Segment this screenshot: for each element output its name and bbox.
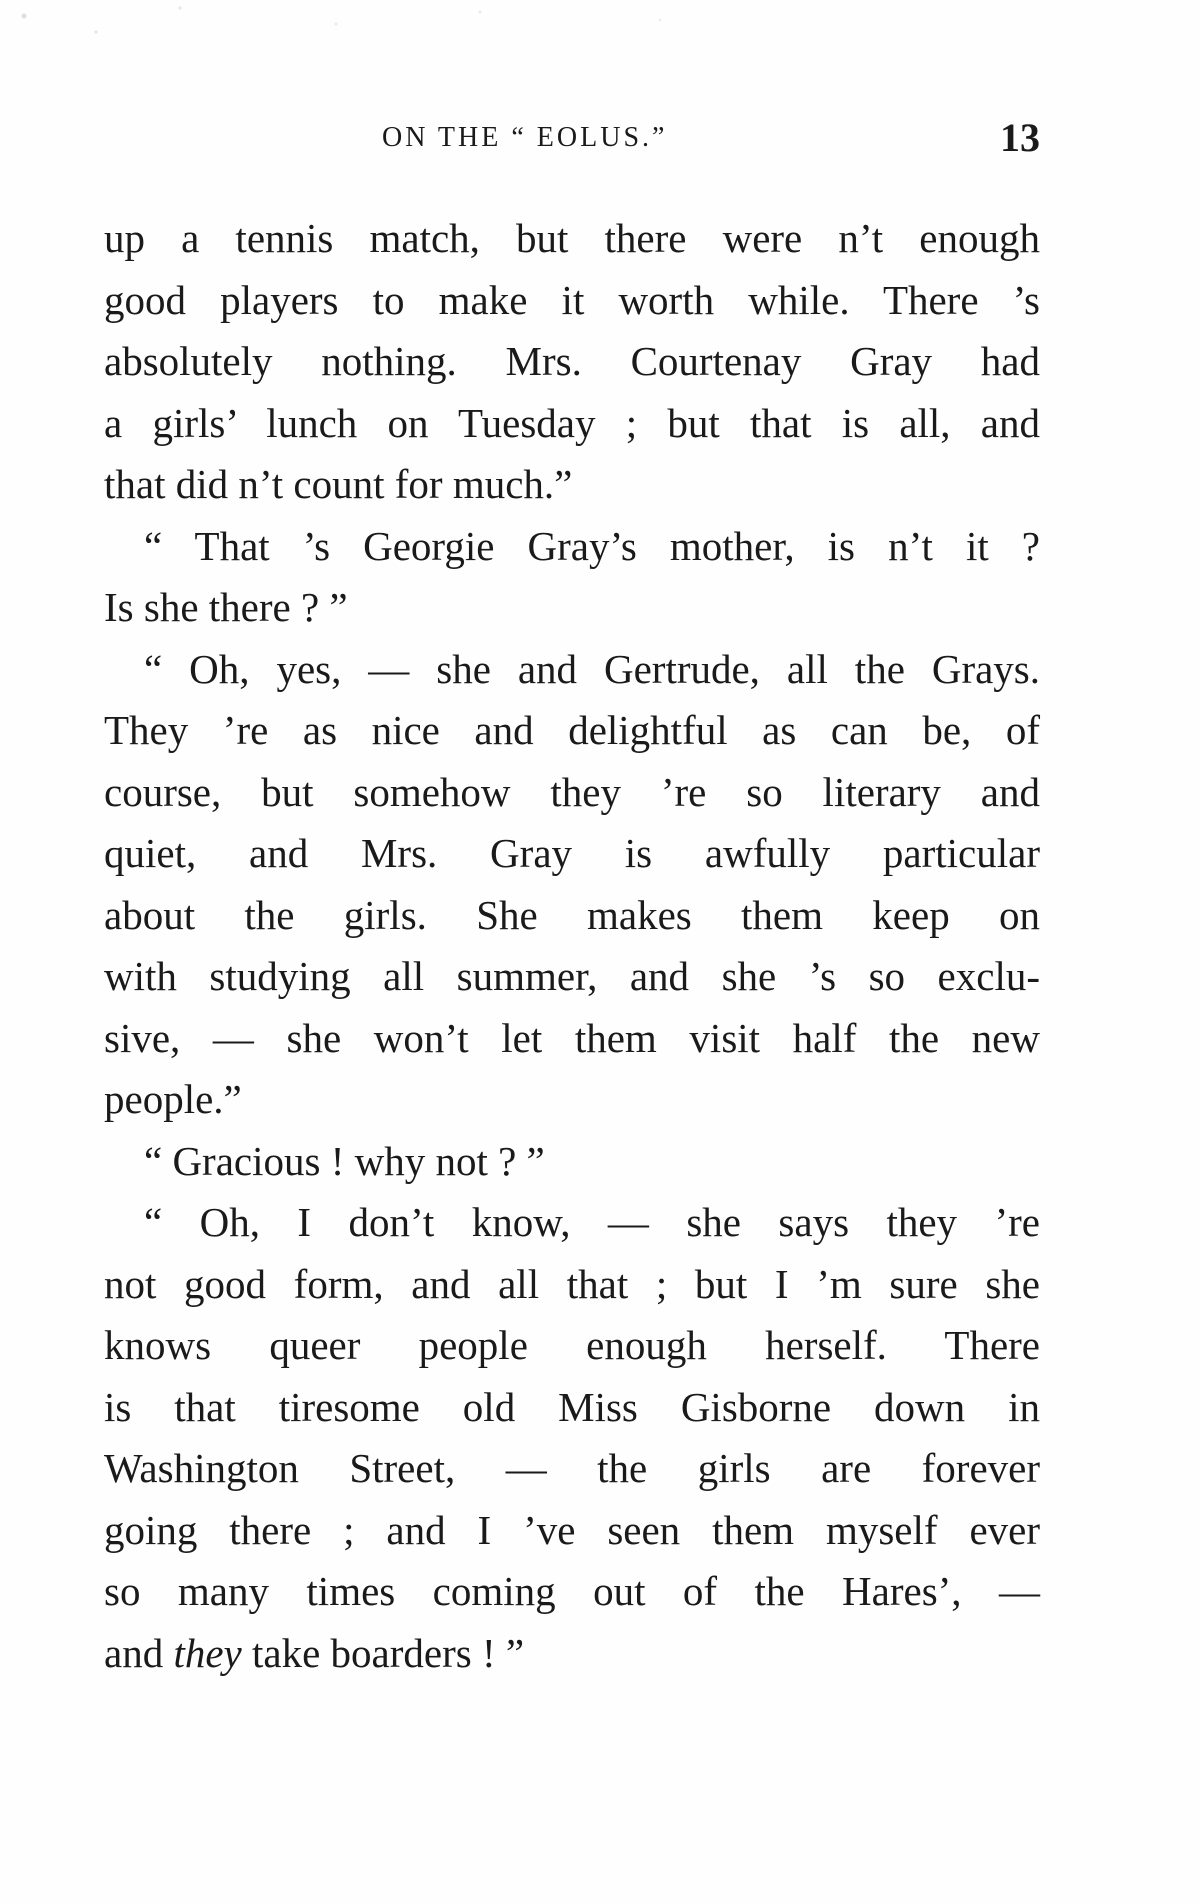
text-line: Is she there ? ” <box>104 584 348 630</box>
text-line: knows queer people enough herself. There <box>104 1322 1040 1368</box>
page-number: 13 <box>1000 115 1040 160</box>
text-line: “ That ’s Georgie Gray’s mother, is n’t it ? <box>144 522 1040 569</box>
running-head <box>100 115 1040 160</box>
text-line: course, but somehow they ’re so literary and <box>104 768 1040 815</box>
body-text <box>104 208 1040 1684</box>
text-line: going there ; and I ’ve seen them myself ever <box>104 1506 1040 1553</box>
text-line: so many times coming out of the Hares’, — <box>104 1568 1040 1614</box>
text-line: up a tennis match, but there were n’t enough <box>104 215 1040 261</box>
text-line: a girls’ lunch on Tuesday ; but that is all, and <box>104 399 1040 446</box>
text-line: “ Gracious ! why not ? ” <box>144 1137 545 1184</box>
text-line: not good form, and all that ; but I ’m sure she <box>104 1260 1040 1307</box>
text-line: They ’re as nice and delightful as can be, of <box>104 707 1040 753</box>
text-line: about the girls. She makes them keep on <box>104 891 1040 938</box>
text-line: sive, — she won’t let them visit half the new <box>104 1014 1040 1061</box>
emphasis-text: they <box>173 1629 242 1676</box>
text-line: “ Oh, yes, — she and Gertrude, all the Grays. <box>144 645 1040 692</box>
text-line: quiet, and Mrs. Gray is awfully particular <box>104 830 1040 876</box>
text-segment: and <box>104 1629 174 1676</box>
running-title: ON THE “ EOLUS.” <box>382 122 668 153</box>
text-line-last <box>104 1623 1040 1685</box>
text-line: Washington Street, — the girls are forever <box>104 1445 1040 1491</box>
text-line: absolutely nothing. Mrs. Courtenay Gray had <box>104 338 1040 384</box>
text-line: people.” <box>104 1076 242 1122</box>
text-segment: take boarders ! ” <box>241 1629 525 1676</box>
text-line: “ Oh, I don’t know, — she says they ’re <box>144 1199 1040 1245</box>
text-line: that did n’t count for much.” <box>104 461 573 507</box>
text-line: good players to make it worth while. There ’s <box>104 276 1040 323</box>
scan-speckle <box>0 0 1200 80</box>
text-line: is that tiresome old Miss Gisborne down in <box>104 1383 1040 1430</box>
text-line: with studying all summer, and she ’s so exclu- <box>104 953 1040 999</box>
